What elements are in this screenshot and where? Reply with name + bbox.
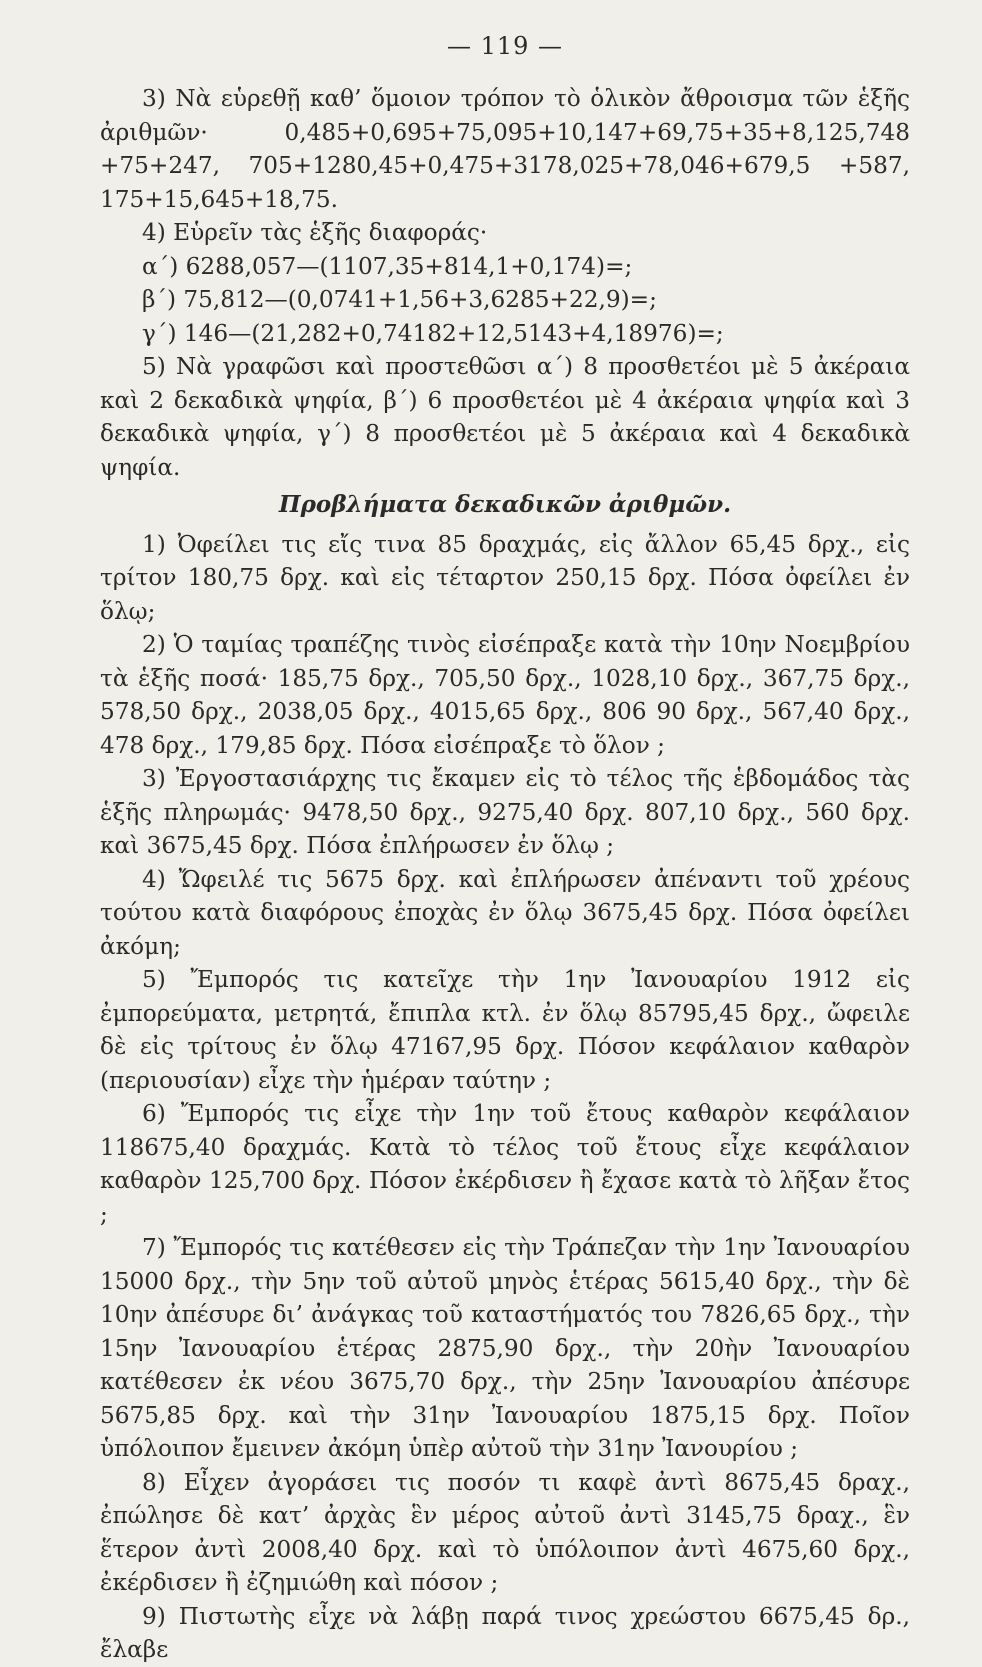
page-body — [100, 82, 910, 1667]
problem-2: 2) Ὁ ταμίας τραπέζης τινὸς εἰσέπραξε κατὰ τὴν 10ην Νοεμβρίου τὰ ἑξῆς ποσά· 185,75 δρχ., 705,50 δρχ., 1028,10 δρχ., 367,75 δρχ., 578,50 δρχ., 2038,05 δρχ., 4015,65 δρχ., 806 90 δρχ., 567,40 δρχ., 478 δρχ., 179,85 δρχ. Πόσα εἰσέπραξε τὸ ὅλον ; — [100, 631, 910, 759]
problem-6: 6) Ἔμπορός τις εἶχε τὴν 1ην τοῦ ἔτους καθαρὸν κεφάλαιον 118675,40 δραχμάς. Κατὰ τὸ τέλος τοῦ ἔτους εἶχε κεφάλαιον καθαρὸν 125,700 δρχ. Πόσον ἐκέρδισεν ἢ ἔχασε κατὰ τὸ λῆξαν ἔτος ; — [100, 1100, 910, 1228]
exercise-4b: β΄) 75,812—(0,0741+1,56+3,6285+22,9)=; — [142, 286, 657, 313]
page-number: — 119 — — [446, 32, 564, 60]
exercise-4c: γ΄) 146—(21,282+0,74182+12,5143+4,18976)=; — [142, 319, 724, 347]
problem-3: 3) Ἐργοστασιάρχης τις ἔκαμεν εἰς τὸ τέλος τῆς ἑβδομάδος τὰς ἑξῆς πληρωμάς· 9478,50 δρχ., 9275,40 δρχ. 807,10 δρχ., 560 δρχ. καὶ 3675,45 δρχ. Πόσα ἐπλήρωσεν ἐν ὅλῳ ; — [100, 765, 910, 859]
exercise-4a: α΄) 6288,057—(1107,35+814,1+0,174)=; — [142, 252, 633, 280]
section-heading: Προβλήματα δεκαδικῶν ἀριθμῶν. — [278, 491, 732, 518]
problem-9: 9) Πιστωτὴς εἶχε νὰ λάβῃ παρά τινος χρεώστου 6675,45 δρ., ἔλαβε — [100, 1602, 910, 1663]
exercise-5: 5) Νὰ γραφῶσι καὶ προστεθῶσι α΄) 8 προσθετέοι μὲ 5 ἀκέραια καὶ 2 δεκαδικὰ ψηφία, β΄) 6 προσθετέοι μὲ 4 ἀκέραια ψηφία καὶ 3 δεκαδικὰ ψηφία, γ΄) 8 προσθετέοι μὲ 5 ἀκέραια καὶ 4 δεκαδικὰ ψηφία. — [100, 353, 910, 481]
problem-5: 5) Ἔμπορός τις κατεῖχε τὴν 1ην Ἰανουαρίου 1912 εἰς ἐμπορεύματα, μετρητά, ἔπιπλα κτλ. ἐν ὅλῳ 85795,45 δρχ., ὤφειλε δὲ εἰς τρίτους ἐν ὅλῳ 47167,95 δρχ. Πόσον κεφάλαιον καθαρὸν (περιουσίαν) εἶχε τὴν ἡμέραν ταύτην ; — [100, 966, 910, 1094]
exercise-4: 4) Εὑρεῖν τὰς ἑξῆς διαφοράς· — [142, 219, 488, 246]
problem-8: 8) Εἶχεν ἀγοράσει τις ποσόν τι καφὲ ἀντὶ 8675,45 δραχ., ἐπώλησε δὲ κατ’ ἀρχὰς ἓν μέρος αὐτοῦ ἀντὶ 3145,75 δραχ., ἓν ἕτερον ἀντὶ 2008,40 δρχ. καὶ τὸ ὑπόλοιπον ἀντὶ 4675,60 δρχ., ἐκέρδισεν ἢ ἐζημιώθη καὶ πόσον ; — [100, 1468, 910, 1596]
problem-4: 4) Ὤφειλέ τις 5675 δρχ. καὶ ἐπλήρωσεν ἀπέναντι τοῦ χρέους τούτου κατὰ διαφόρους ἐποχὰς ἐν ὅλῳ 3675,45 δρχ. Πόσα ὀφείλει ἀκόμη; — [100, 865, 910, 960]
exercise-3: 3) Νὰ εὑρεθῇ καθ’ ὅμοιον τρόπον τὸ ὁλικὸν ἄθροισμα τῶν ἑξῆς ἀριθμῶν· 0,485+0,695+75,095+10,147+69,75+35+8,125,748 +75+247, 705+1280,45+0,475+3178,025+78,046+679,5 +587, 175+15,645+18,75. — [100, 85, 910, 213]
problem-7: 7) Ἔμπορός τις κατέθεσεν εἰς τὴν Τράπεζαν τὴν 1ην Ἰανουαρίου 15000 δρχ., τὴν 5ην τοῦ αὐτοῦ μηνὸς ἑτέρας 5615,40 δρχ., τὴν δὲ 10ην ἀπέσυρε δι’ ἀνάγκας τοῦ καταστήματός του 7826,65 δρχ., τὴν 15ην Ἰανουαρίου ἑτέρας 2875,90 δρχ., τὴν 20ὴν Ἰανουαρίου κατέθεσεν ἐκ νέου 3675,70 δρχ., τὴν 25ην Ἰανουαρίου ἀπέσυρε 5675,85 δρχ. καὶ τὴν 31ην Ἰανουαρίου 1875,15 δρχ. Ποῖον ὑπόλοιπον ἔμεινεν ἀκόμη ὑπὲρ αὐτοῦ τὴν 31ην Ἰανουρίου ; — [100, 1234, 910, 1462]
problem-1: 1) Ὀφείλει τις εἴς τινα 85 δραχμάς, εἰς ἄλλον 65,45 δρχ., εἰς τρίτον 180,75 δρχ. καὶ εἰς τέταρτον 250,15 δρχ. Πόσα ὀφείλει ἐν ὅλῳ; — [100, 530, 910, 625]
book-page — [100, 0, 910, 1663]
